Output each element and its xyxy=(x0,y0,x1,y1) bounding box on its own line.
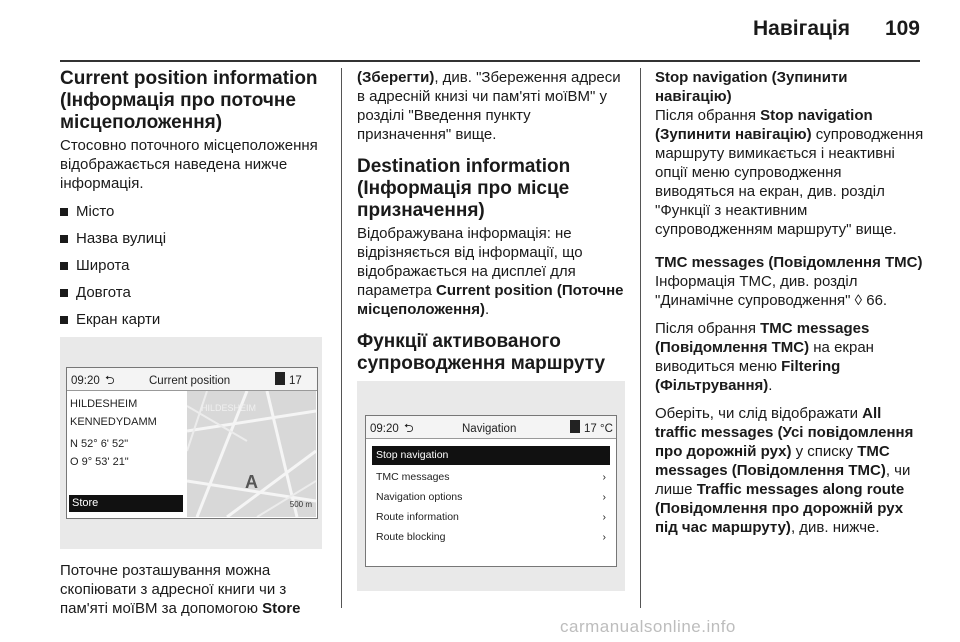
column-divider xyxy=(640,68,641,608)
thermometer-icon xyxy=(570,420,580,433)
paragraph: Інформація TMC, див. розділ "Динамічне супроводження" ◊ 66. xyxy=(655,273,888,309)
thermometer-icon xyxy=(275,372,285,385)
display-screen xyxy=(66,367,318,519)
latitude-value: N 52° 6' 52" xyxy=(70,438,129,450)
paragraph: Після обрання Stop navigation (Зупинити навігацію) супроводження маршруту вимикається і неактивні опції меню супроводження виводяться на екран, див. розділ "Функції з неактивним супроводженням маршруту" вище. xyxy=(655,107,924,238)
longitude-value: O 9° 53' 21" xyxy=(70,456,129,468)
list-item: Широта xyxy=(60,256,322,275)
bullet-icon xyxy=(60,235,68,243)
paragraph: Оберіть, чи слід відображати All traffic messages (Усі повідомлення про дорожній рух) у списку TMC messages (Повідомлення TMC), чи лише Traffic messages along route (Повідомлення про дорожній рух під час маршруту), див. нижче. xyxy=(655,405,914,536)
column-1 xyxy=(60,68,322,627)
subheading: TMC messages (Повідомлення TMC) xyxy=(655,254,923,271)
screen-title: Current position xyxy=(149,375,231,387)
paragraph: Після обрання TMC messages (Повідомлення TMC) на екран виводиться меню Filtering (Фільтрування). xyxy=(655,320,874,394)
section-heading: Current position information (Інформація про поточне місцеположення) xyxy=(60,68,318,133)
menu-item-navigation-options[interactable]: Navigation options › xyxy=(372,488,610,507)
menu-item-stop-navigation[interactable]: Stop navigation xyxy=(372,446,610,465)
paragraph: Стосовно поточного місцеположення відображається наведена нижче інформація. xyxy=(60,137,318,192)
bullet-icon xyxy=(60,316,68,324)
menu-item-tmc-messages[interactable]: TMC messages › xyxy=(372,468,610,487)
chevron-right-icon: › xyxy=(602,491,606,503)
status-bar xyxy=(67,368,317,391)
bullet-icon xyxy=(60,289,68,297)
column-2 xyxy=(357,68,625,591)
bullet-icon xyxy=(60,208,68,216)
chevron-right-icon: › xyxy=(602,471,606,483)
bullet-icon xyxy=(60,262,68,270)
status-bar xyxy=(366,416,616,439)
section-heading: Функції активованого супроводження маршруту xyxy=(357,331,606,374)
position-marker-icon: A xyxy=(245,472,258,492)
section-heading: Destination information (Інформація про місце призначення) xyxy=(357,156,571,221)
clock-time: 09:20 xyxy=(370,423,399,435)
watermark: carmanualsonline.info xyxy=(560,617,736,636)
chevron-right-icon: › xyxy=(602,511,606,523)
back-icon: ⮌ xyxy=(105,373,115,387)
temperature: 17 °C xyxy=(584,423,613,435)
column-3 xyxy=(655,68,925,546)
list-item: Місто xyxy=(60,202,322,221)
list-item: Назва вулиці xyxy=(60,229,322,248)
info-panel xyxy=(67,391,185,517)
header-rule xyxy=(60,60,920,62)
menu-item-route-blocking[interactable]: Route blocking › xyxy=(372,528,610,547)
temperature: 17 xyxy=(289,375,302,387)
page-title: Навігація xyxy=(752,17,850,40)
page-number: 109 xyxy=(884,17,920,40)
paragraph: (Зберегти), див. "Збереження адреси в адресній книзі чи пам'яті моїВМ" у розділі "Введення пункту призначення" вище. xyxy=(357,69,621,143)
back-icon: ⮌ xyxy=(404,421,414,435)
page-header xyxy=(0,0,960,64)
current-position-figure xyxy=(60,337,322,549)
subheading: Stop navigation (Зупинити навігацію) xyxy=(655,69,848,105)
map-scale: 500 m xyxy=(289,500,312,509)
screen-title: Navigation xyxy=(462,423,517,435)
navigation-menu-figure xyxy=(357,381,625,591)
list-item: Довгота xyxy=(60,283,322,302)
street-value: KENNEDYDAMM xyxy=(70,416,157,428)
paragraph: Відображувана інформація: не відрізняється від інформації, що відображається на дисплеї для параметра Current position (Поточне місцеположення). xyxy=(357,225,624,318)
store-button[interactable]: Store xyxy=(69,495,183,512)
column-divider xyxy=(341,68,342,608)
display-screen xyxy=(365,415,617,567)
chevron-right-icon: › xyxy=(602,531,606,543)
map-view[interactable] xyxy=(187,391,316,517)
menu-item-route-information[interactable]: Route information › xyxy=(372,508,610,527)
city-value: HILDESHEIM xyxy=(70,398,138,410)
info-list xyxy=(60,202,322,329)
map-city-label: HILDESHEIM xyxy=(201,403,257,413)
list-item: Екран карти xyxy=(60,310,322,329)
clock-time: 09:20 xyxy=(71,375,100,387)
paragraph: Поточне розташування можна скопіювати з адресної книги чи з пам'яті моїВМ за допомогою Store xyxy=(60,562,301,617)
